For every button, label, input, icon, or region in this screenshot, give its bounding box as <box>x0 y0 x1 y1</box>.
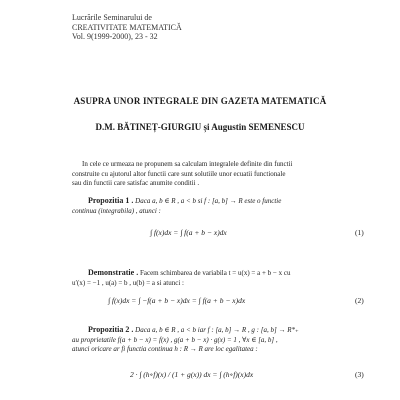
journal-line-3: Vol. 9(1999-2000), 23 - 32 <box>72 32 158 41</box>
demonstration-text: u′(x) = −1 , u(a) = b , u(b) = a si atunci : <box>72 278 184 287</box>
proposition-2-heading: Propozitia 2 . <box>88 325 134 334</box>
proposition-1 <box>72 196 281 216</box>
demonstration-heading: Demonstratie . <box>88 268 139 277</box>
paper-title: ASUPRA UNOR INTEGRALE DIN GAZETA MATEMATICĂ <box>73 96 327 106</box>
equation-1-number: (1) <box>355 228 364 237</box>
demonstration-text: Facem schimbarea de variabila t = u(x) = a + b − x cu <box>139 269 291 277</box>
demonstration <box>72 268 290 288</box>
proposition-2-text: Daca a, b ∈ R , a < b iar f : [a, b] → R , g : [a, b] → R*₊ <box>135 326 299 334</box>
equation-3-formula: 2 · ∫ (h∘f)(x) / (1 + g(x)) dx = ∫ (h∘f)(x)dx <box>130 370 254 379</box>
equation-2-formula: ∫ f(x)dx = ∫ −f(a + b − x)dx = ∫ f(a + b − x)dx <box>108 296 246 305</box>
equation-2-number: (2) <box>355 296 364 305</box>
proposition-2-text: au proprietatile f(a + b − x) = f(x) , g(a + b − x) · g(x) = 1 , ∀x ∈ [a, b] , <box>72 335 278 344</box>
proposition-1-text: continua (integrabila) , atunci : <box>72 206 161 215</box>
proposition-2-text: atunci oricare ar fi functia continua h : R → R are loc egalitatea : <box>72 345 258 353</box>
intro-line: In cele ce urmeaza ne propunem sa calculam integralele definite din functii <box>82 160 293 168</box>
proposition-1-text: Daca a, b ∈ R , a < b si f : [a, b] → R este o functie <box>135 197 282 205</box>
journal-header <box>72 13 182 42</box>
equation-1-formula: ∫ f(x)dx = ∫ f(a + b − x)dx <box>150 228 227 237</box>
intro-paragraph <box>72 160 292 189</box>
journal-line-2: CREATIVITATE MATEMATICĂ <box>72 22 182 32</box>
intro-line: sau din functii care satisfac anumite conditii . <box>72 179 200 187</box>
proposition-2 <box>72 325 299 355</box>
intro-line: construite cu ajutorul altor functii care sunt solutiile unor ecuatii functionale <box>72 169 286 178</box>
proposition-1-heading: Propozitia 1 . <box>88 196 134 205</box>
paper-authors: D.M. BĂTINEȚ-GIURGIU și Augustin SEMENESCU <box>95 122 305 132</box>
equation-3-number: (3) <box>355 370 364 379</box>
journal-line-1: Lucrările Seminarului de <box>72 13 152 22</box>
